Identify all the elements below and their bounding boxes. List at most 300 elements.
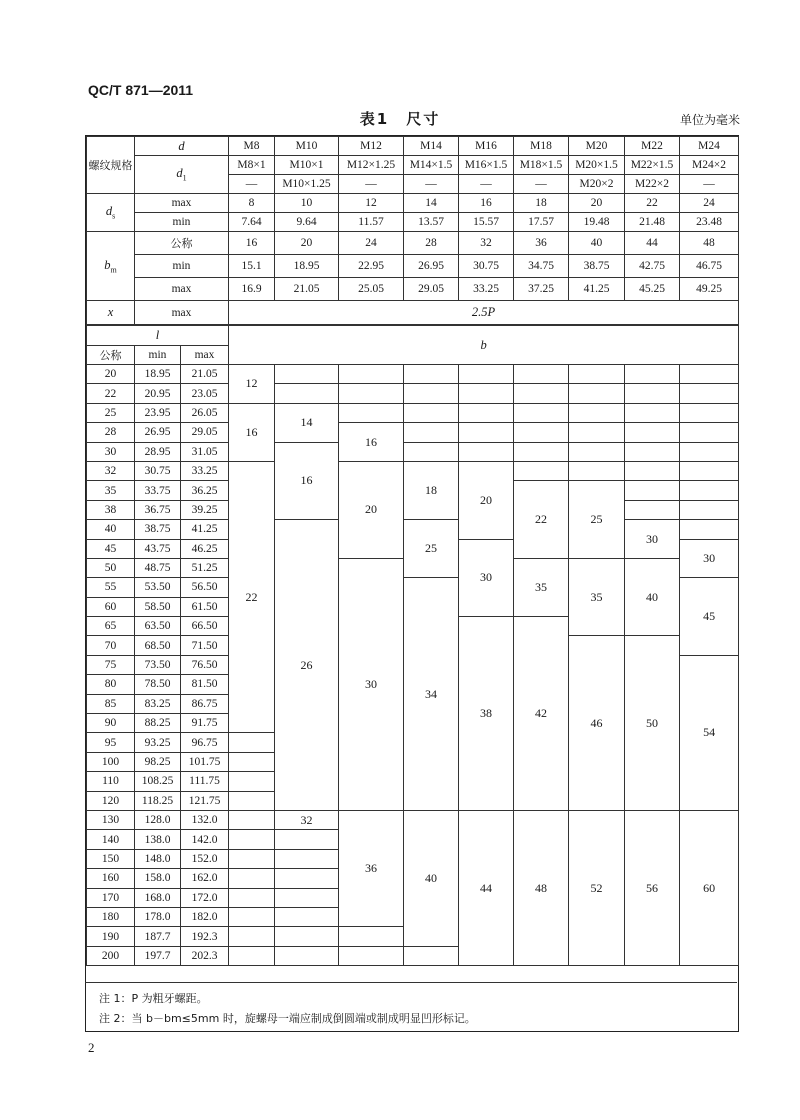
length-min: 197.7 — [135, 946, 181, 965]
b-value-m8 — [229, 791, 275, 810]
table-notes — [85, 982, 737, 1030]
ds-min: 7.64 — [229, 213, 275, 232]
row-bm-nominal — [87, 232, 739, 255]
length-max: 66.50 — [181, 617, 229, 636]
ds-min: 19.48 — [569, 213, 625, 232]
min-label: min — [135, 213, 229, 232]
bm-nominal: 28 — [404, 232, 459, 255]
length-row — [87, 520, 739, 539]
unit-note: 单位为毫米 — [679, 113, 740, 127]
max-label: max — [135, 194, 229, 213]
ds-min: 13.57 — [404, 213, 459, 232]
length-nominal: 190 — [87, 927, 135, 946]
length-min: 83.25 — [135, 694, 181, 713]
b-value-m24 — [680, 384, 739, 403]
length-nominal: 75 — [87, 655, 135, 674]
length-max: 132.0 — [181, 810, 229, 829]
size-d1-alt: — — [339, 175, 404, 194]
length-nominal: 110 — [87, 772, 135, 791]
length-row — [87, 810, 739, 829]
length-nominal: 80 — [87, 675, 135, 694]
b-value-m18 — [514, 365, 569, 384]
size-d: M20 — [569, 137, 625, 156]
size-d1-alt: M10×1.25 — [275, 175, 339, 194]
length-min: 98.25 — [135, 752, 181, 771]
row-l-header — [87, 326, 739, 346]
length-min: 48.75 — [135, 558, 181, 577]
length-max: 31.05 — [181, 442, 229, 461]
b-value-m24 — [680, 461, 739, 480]
length-max: 21.05 — [181, 365, 229, 384]
bm-min: 22.95 — [339, 255, 404, 278]
size-d: M24 — [680, 137, 739, 156]
length-nominal: 200 — [87, 946, 135, 965]
length-max: 29.05 — [181, 423, 229, 442]
length-nominal: 45 — [87, 539, 135, 558]
row-ds-max — [87, 194, 739, 213]
length-nominal: 150 — [87, 849, 135, 868]
b-value-m12: 30 — [339, 558, 404, 810]
ds-min: 9.64 — [275, 213, 339, 232]
bm-max: 49.25 — [680, 278, 739, 301]
bm-min: 15.1 — [229, 255, 275, 278]
b-value-m22 — [625, 442, 680, 461]
size-d1-alt: M22×2 — [625, 175, 680, 194]
length-min: 88.25 — [135, 714, 181, 733]
bm-min: 38.75 — [569, 255, 625, 278]
length-max: 96.75 — [181, 733, 229, 752]
ds-min: 15.57 — [459, 213, 514, 232]
length-max: 182.0 — [181, 907, 229, 926]
b-value-m22 — [625, 403, 680, 422]
note-2: 注 2：当 b－bm≤5mm 时，旋螺母一端应制成倒圆端或制成明显凹形标记。 — [99, 1012, 476, 1025]
b-value-m20: 46 — [569, 636, 625, 811]
ds-min: 17.57 — [514, 213, 569, 232]
length-max: 23.05 — [181, 384, 229, 403]
b-value-m10: 32 — [275, 810, 339, 829]
length-nominal: 90 — [87, 714, 135, 733]
b-label: b — [229, 326, 739, 365]
b-value-m20: 52 — [569, 810, 625, 965]
bm-nominal: 44 — [625, 232, 680, 255]
ds-min: 23.48 — [680, 213, 739, 232]
length-nominal: 22 — [87, 384, 135, 403]
b-value-m12 — [339, 927, 404, 946]
b-value-m16: 30 — [459, 539, 514, 617]
row-bm-max — [87, 278, 739, 301]
length-max: 71.50 — [181, 636, 229, 655]
b-value-m18 — [514, 384, 569, 403]
b-value-m14: 18 — [404, 461, 459, 519]
b-value-m14 — [404, 423, 459, 442]
length-min: 30.75 — [135, 461, 181, 480]
bm-nominal: 24 — [339, 232, 404, 255]
length-nominal: 85 — [87, 694, 135, 713]
b-value-m24: 45 — [680, 578, 739, 656]
b-value-m10 — [275, 849, 339, 868]
length-max: 142.0 — [181, 830, 229, 849]
length-min: 178.0 — [135, 907, 181, 926]
length-min: 148.0 — [135, 849, 181, 868]
b-value-m18: 22 — [514, 481, 569, 559]
b-value-m18 — [514, 461, 569, 480]
b-value-m10: 14 — [275, 403, 339, 442]
b-value-m20 — [569, 442, 625, 461]
length-max: 76.50 — [181, 655, 229, 674]
size-d1: M16×1.5 — [459, 156, 514, 175]
length-nominal: 25 — [87, 403, 135, 422]
max-label: max — [135, 301, 229, 325]
min-label: min — [135, 255, 229, 278]
b-value-m20 — [569, 423, 625, 442]
b-value-m24 — [680, 520, 739, 539]
bm-max: 37.25 — [514, 278, 569, 301]
b-value-m16 — [459, 384, 514, 403]
size-d1: M18×1.5 — [514, 156, 569, 175]
length-min: 26.95 — [135, 423, 181, 442]
bm-label: $b_m$ — [87, 232, 135, 301]
b-value-m8 — [229, 810, 275, 829]
bm-max: 25.05 — [339, 278, 404, 301]
length-nominal: 35 — [87, 481, 135, 500]
l-label: l — [87, 326, 229, 346]
b-value-m16: 44 — [459, 810, 514, 965]
thread-spec-label: 螺纹规格 — [87, 137, 135, 194]
size-d1-alt: — — [229, 175, 275, 194]
length-min: 118.25 — [135, 791, 181, 810]
b-value-m8 — [229, 869, 275, 888]
b-value-m22: 30 — [625, 520, 680, 559]
b-value-m12: 36 — [339, 810, 404, 926]
b-value-m16 — [459, 442, 514, 461]
length-min: 93.25 — [135, 733, 181, 752]
b-value-m22 — [625, 461, 680, 480]
b-value-m14 — [404, 403, 459, 422]
ds-max: 20 — [569, 194, 625, 213]
length-max: 81.50 — [181, 675, 229, 694]
size-d1: M20×1.5 — [569, 156, 625, 175]
b-value-m8 — [229, 907, 275, 926]
b-value-m10 — [275, 830, 339, 849]
b-value-m8 — [229, 849, 275, 868]
length-min: 73.50 — [135, 655, 181, 674]
length-row — [87, 384, 739, 403]
size-d: M10 — [275, 137, 339, 156]
length-min: 68.50 — [135, 636, 181, 655]
size-d1: M10×1 — [275, 156, 339, 175]
b-value-m10 — [275, 946, 339, 965]
row-bm-min — [87, 255, 739, 278]
length-min: 128.0 — [135, 810, 181, 829]
b-value-m10 — [275, 869, 339, 888]
b-value-m8 — [229, 752, 275, 771]
b-value-m14 — [404, 365, 459, 384]
length-max: 41.25 — [181, 520, 229, 539]
b-value-m20 — [569, 365, 625, 384]
b-value-m18: 48 — [514, 810, 569, 965]
b-value-m14 — [404, 946, 459, 965]
length-max: 111.75 — [181, 772, 229, 791]
max-label: max — [181, 345, 229, 365]
length-max: 36.25 — [181, 481, 229, 500]
note-1: 注 1：P 为粗牙螺距。 — [99, 992, 208, 1005]
nominal-label: 公称 — [135, 232, 229, 255]
b-value-m12 — [339, 946, 404, 965]
bm-nominal: 16 — [229, 232, 275, 255]
row-d1a — [87, 156, 739, 175]
size-d1-alt: — — [514, 175, 569, 194]
length-row — [87, 423, 739, 442]
b-value-m10 — [275, 384, 339, 403]
length-max: 86.75 — [181, 694, 229, 713]
b-value-m10: 26 — [275, 520, 339, 811]
ds-max: 10 — [275, 194, 339, 213]
length-nominal: 38 — [87, 500, 135, 519]
length-nominal: 140 — [87, 830, 135, 849]
bm-nominal: 48 — [680, 232, 739, 255]
b-value-m24: 54 — [680, 655, 739, 810]
b-value-m10 — [275, 907, 339, 926]
length-nominal: 170 — [87, 888, 135, 907]
b-value-m8: 16 — [229, 403, 275, 461]
bm-nominal: 40 — [569, 232, 625, 255]
bm-min: 30.75 — [459, 255, 514, 278]
length-max: 56.50 — [181, 578, 229, 597]
min-label: min — [135, 345, 181, 365]
spec-table — [86, 136, 739, 325]
length-min: 23.95 — [135, 403, 181, 422]
b-value-m22: 56 — [625, 810, 680, 965]
b-value-m14 — [404, 442, 459, 461]
b-value-m14: 40 — [404, 810, 459, 946]
b-value-m24 — [680, 500, 739, 519]
length-nominal: 30 — [87, 442, 135, 461]
size-d1: M22×1.5 — [625, 156, 680, 175]
b-value-m24 — [680, 403, 739, 422]
b-value-m24 — [680, 442, 739, 461]
length-max: 26.05 — [181, 403, 229, 422]
dimension-table — [85, 135, 739, 1032]
b-value-m22 — [625, 500, 680, 519]
length-nominal: 55 — [87, 578, 135, 597]
length-min: 63.50 — [135, 617, 181, 636]
length-min: 20.95 — [135, 384, 181, 403]
b-value-m14 — [404, 384, 459, 403]
length-max: 39.25 — [181, 500, 229, 519]
length-min: 58.50 — [135, 597, 181, 616]
ds-max: 12 — [339, 194, 404, 213]
length-max: 202.3 — [181, 946, 229, 965]
bm-nominal: 32 — [459, 232, 514, 255]
length-min: 43.75 — [135, 539, 181, 558]
b-value-m8: 22 — [229, 461, 275, 732]
length-max: 121.75 — [181, 791, 229, 810]
length-min: 168.0 — [135, 888, 181, 907]
b-value-m8: 12 — [229, 365, 275, 404]
b-value-m16 — [459, 365, 514, 384]
b-value-m24 — [680, 481, 739, 500]
length-row — [87, 442, 739, 461]
size-d: M16 — [459, 137, 514, 156]
size-d1-alt: — — [680, 175, 739, 194]
ds-label: $d_s$ — [87, 194, 135, 232]
length-min: 78.50 — [135, 675, 181, 694]
size-d1-alt: M20×2 — [569, 175, 625, 194]
x-label: x — [87, 301, 135, 325]
bm-min: 34.75 — [514, 255, 569, 278]
length-max: 51.25 — [181, 558, 229, 577]
b-value-m22 — [625, 423, 680, 442]
ds-max: 16 — [459, 194, 514, 213]
ds-min: 21.48 — [625, 213, 680, 232]
page-number: 2 — [88, 1040, 95, 1055]
length-min: 38.75 — [135, 520, 181, 539]
max-label: max — [135, 278, 229, 301]
length-nominal: 40 — [87, 520, 135, 539]
b-value-m20: 25 — [569, 481, 625, 559]
length-row — [87, 365, 739, 384]
length-nominal: 130 — [87, 810, 135, 829]
b-value-m24: 30 — [680, 539, 739, 578]
b-value-m18 — [514, 423, 569, 442]
length-nominal: 120 — [87, 791, 135, 810]
length-min: 36.75 — [135, 500, 181, 519]
row-ds-min — [87, 213, 739, 232]
length-nominal: 95 — [87, 733, 135, 752]
length-nominal: 32 — [87, 461, 135, 480]
length-table — [86, 325, 739, 966]
size-d: M12 — [339, 137, 404, 156]
bm-max: 41.25 — [569, 278, 625, 301]
length-max: 61.50 — [181, 597, 229, 616]
length-max: 33.25 — [181, 461, 229, 480]
length-max: 172.0 — [181, 888, 229, 907]
bm-max: 21.05 — [275, 278, 339, 301]
length-min: 18.95 — [135, 365, 181, 384]
b-value-m10 — [275, 927, 339, 946]
b-value-m8 — [229, 927, 275, 946]
d-label: d — [135, 137, 229, 156]
length-row — [87, 461, 739, 480]
size-d1: M12×1.25 — [339, 156, 404, 175]
length-nominal: 20 — [87, 365, 135, 384]
b-value-m16: 38 — [459, 617, 514, 811]
bm-min: 42.75 — [625, 255, 680, 278]
b-value-m24: 60 — [680, 810, 739, 965]
size-d: M18 — [514, 137, 569, 156]
ds-max: 22 — [625, 194, 680, 213]
b-value-m12: 16 — [339, 423, 404, 462]
doc-code: QC/T 871—2011 — [88, 82, 194, 98]
b-value-m22: 40 — [625, 558, 680, 636]
b-value-m8 — [229, 946, 275, 965]
b-value-m18 — [514, 442, 569, 461]
b-value-m12 — [339, 403, 404, 422]
length-max: 46.25 — [181, 539, 229, 558]
row-x — [87, 301, 739, 325]
b-value-m16 — [459, 423, 514, 442]
length-max: 101.75 — [181, 752, 229, 771]
b-value-m10: 16 — [275, 442, 339, 520]
b-value-m8 — [229, 830, 275, 849]
size-d1: M8×1 — [229, 156, 275, 175]
length-nominal: 160 — [87, 869, 135, 888]
length-nominal: 180 — [87, 907, 135, 926]
b-value-m20 — [569, 384, 625, 403]
size-d1-alt: — — [404, 175, 459, 194]
b-value-m8 — [229, 772, 275, 791]
d1-label: $d_1$ — [135, 156, 229, 194]
bm-max: 29.05 — [404, 278, 459, 301]
b-value-m16: 20 — [459, 461, 514, 539]
table-title: 表1 尺寸 — [359, 110, 441, 128]
size-d: M8 — [229, 137, 275, 156]
bm-max: 45.25 — [625, 278, 680, 301]
b-value-m18: 42 — [514, 617, 569, 811]
length-min: 187.7 — [135, 927, 181, 946]
length-nominal: 28 — [87, 423, 135, 442]
length-min: 28.95 — [135, 442, 181, 461]
bm-max: 33.25 — [459, 278, 514, 301]
length-nominal: 65 — [87, 617, 135, 636]
bm-max: 16.9 — [229, 278, 275, 301]
length-max: 162.0 — [181, 869, 229, 888]
bm-nominal: 36 — [514, 232, 569, 255]
b-value-m22 — [625, 481, 680, 500]
b-value-m14: 25 — [404, 520, 459, 578]
length-max: 152.0 — [181, 849, 229, 868]
length-min: 138.0 — [135, 830, 181, 849]
b-value-m20: 35 — [569, 558, 625, 636]
length-min: 33.75 — [135, 481, 181, 500]
b-value-m16 — [459, 403, 514, 422]
bm-nominal: 20 — [275, 232, 339, 255]
x-value: 2.5P — [229, 301, 739, 325]
b-value-m12 — [339, 384, 404, 403]
size-d: M14 — [404, 137, 459, 156]
b-value-m24 — [680, 365, 739, 384]
b-value-m24 — [680, 423, 739, 442]
b-value-m22 — [625, 384, 680, 403]
b-value-m8 — [229, 888, 275, 907]
ds-max: 14 — [404, 194, 459, 213]
length-min: 53.50 — [135, 578, 181, 597]
length-min: 108.25 — [135, 772, 181, 791]
length-nominal: 100 — [87, 752, 135, 771]
length-min: 158.0 — [135, 869, 181, 888]
ds-max: 24 — [680, 194, 739, 213]
b-value-m10 — [275, 365, 339, 384]
bm-min: 46.75 — [680, 255, 739, 278]
b-value-m22: 50 — [625, 636, 680, 811]
length-max: 91.75 — [181, 714, 229, 733]
b-value-m10 — [275, 888, 339, 907]
size-d1-alt: — — [459, 175, 514, 194]
row-d — [87, 137, 739, 156]
b-value-m12: 20 — [339, 461, 404, 558]
b-value-m14: 34 — [404, 578, 459, 811]
length-max: 192.3 — [181, 927, 229, 946]
b-value-m8 — [229, 733, 275, 752]
ds-max: 18 — [514, 194, 569, 213]
bm-min: 26.95 — [404, 255, 459, 278]
size-d1: M14×1.5 — [404, 156, 459, 175]
bm-min: 18.95 — [275, 255, 339, 278]
ds-max: 8 — [229, 194, 275, 213]
ds-min: 11.57 — [339, 213, 404, 232]
b-value-m18: 35 — [514, 558, 569, 616]
b-value-m20 — [569, 403, 625, 422]
